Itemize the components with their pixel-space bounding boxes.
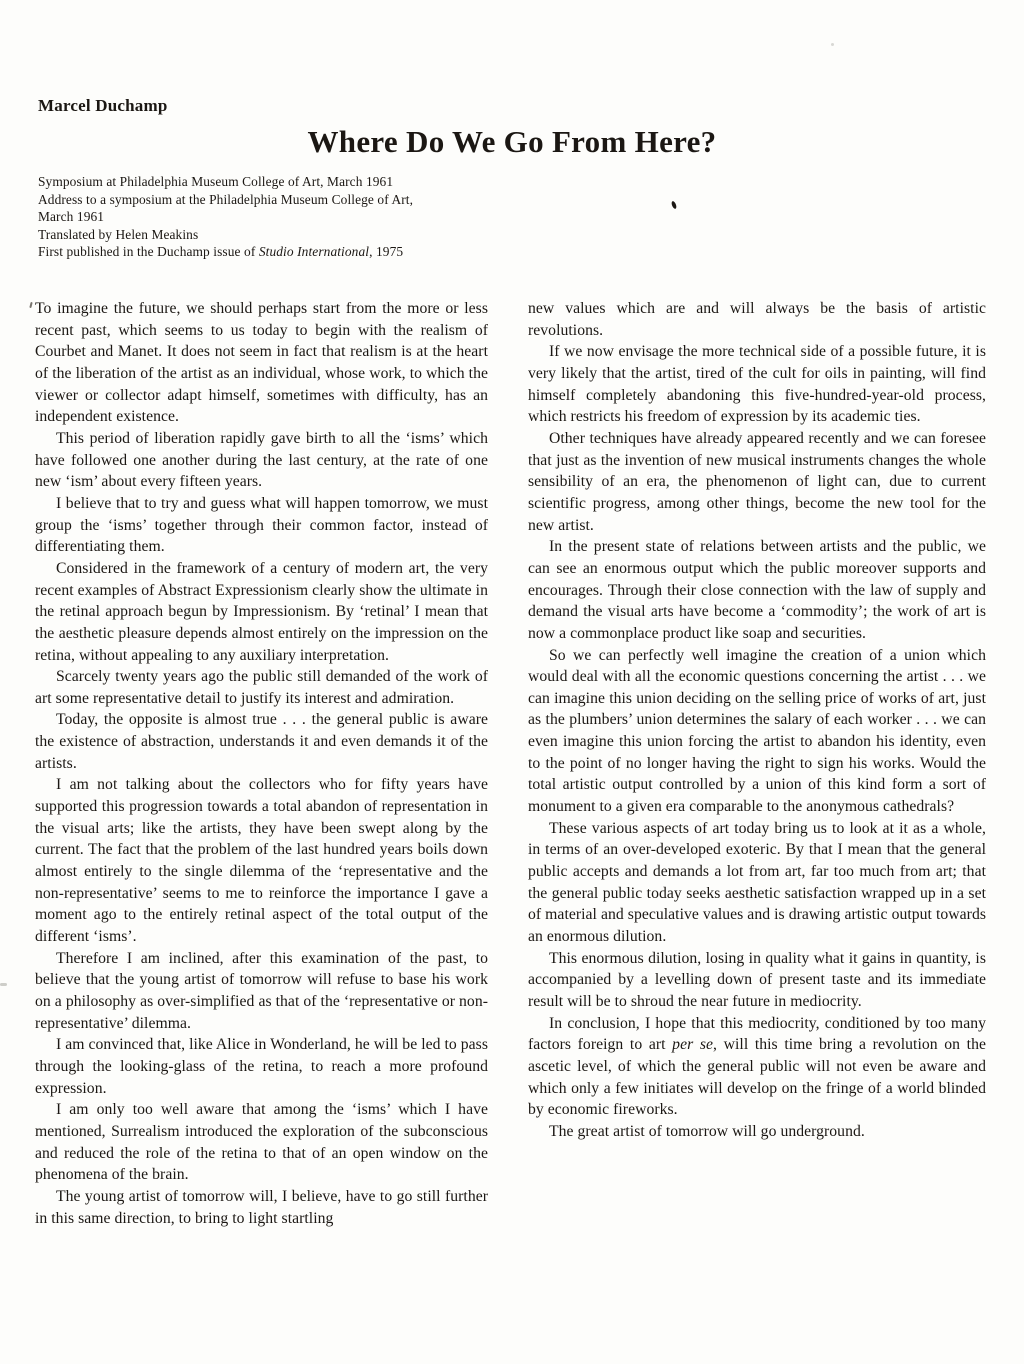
- paragraph: [528, 298, 986, 341]
- text-segment: , 1975: [369, 244, 404, 260]
- text-segment: I am not talking about the collectors who for fifty years have supported this progression towards a total abandon of representation in the visual arts; like the artists, they have been swept along by the current. The fact that the problem of the last hundred years boils down almost entirely to the single dilemma of the ‘representative and the non-representative’ seems to me to reinforce the importance I gave a moment ago to the entirely retinal aspect of the total output of the different ‘isms’.: [35, 776, 488, 946]
- scan-artifact-mark: [29, 302, 32, 308]
- paragraph: [35, 298, 488, 428]
- paragraph: [35, 428, 488, 493]
- text-segment: This enormous dilution, losing in quality what it gains in quantity, is accompanied by a levelling down of present taste and its immediate result will be to shroud the near future in mediocrity.: [528, 949, 986, 1010]
- author-name: Marcel Duchamp: [38, 96, 168, 115]
- paragraph: [35, 1186, 488, 1229]
- text-segment: So we can perfectly well imagine the creation of a union which would deal with all the economic questions concerning the artist . . . we can imagine this union deciding on the selling price of works of art, just as the plumbers’ union determines the salary of each worker . . . we can even imagine this union forcing the artist to abandon his identity, even to the point of no longer having the right to sign his works. Would the total artistic output controlled by a union of this kind form a sort of monument to a given era comparable to the anonymous cathedrals?: [528, 646, 986, 816]
- publication-info-line: [38, 226, 413, 244]
- scan-dot: [831, 43, 834, 46]
- italic-text: Studio International: [258, 244, 370, 260]
- paragraph: [528, 536, 986, 644]
- text-segment: If we now envisage the more technical side of a possible future, it is very likely that the artist, tired of the cult for oils in painting, will find himself completely abandoning this five-hundred-year-old process, which restricts his freedom of expression by its academic ties.: [528, 343, 986, 426]
- page-title: Where Do We Go From Here?: [307, 124, 717, 159]
- paragraph: [528, 1013, 986, 1121]
- publication-info-line: [38, 243, 413, 261]
- text-segment: Translated by Helen Meakins: [38, 226, 199, 242]
- text-segment: In the present state of relations between artists and the public, we can see an enormous output which the public moreover supports and encourages. Through their close connection with the law of supply and demand the visual arts have become a ‘commodity’; the work of art is now a commonplace product like soap and securities.: [528, 538, 986, 642]
- paragraph: [528, 645, 986, 818]
- paragraph: [35, 709, 488, 774]
- paragraph: [35, 558, 488, 666]
- text-segment: March 1961: [38, 209, 105, 225]
- publication-info: [38, 173, 413, 261]
- paragraph: [528, 818, 986, 948]
- text-segment: Scarcely twenty years ago the public still demanded of the work of art some representative detail to justify its interest and admiration.: [35, 668, 488, 707]
- text-segment: Today, the opposite is almost true . . . the general public is aware the existence of abstraction, understands it and even demands it of the artists.: [35, 711, 488, 772]
- text-segment: I am convinced that, like Alice in Wonderland, he will be led to pass through the looking-glass of the retina, to reach a more profound expression.: [35, 1036, 488, 1097]
- text-segment: These various aspects of art today bring us to look at it as a whole, in terms of an over-developed exoteric. By that I mean that the general public accepts and demands a lot from art, far too much from art; that the general public today seeks aesthetic satisfaction wrapped up in a set of material and speculative values and is drawing artistic output towards an enormous dilution.: [528, 819, 986, 946]
- text-segment: In conclusion, I hope that this mediocrity, conditioned by too many factors foreign to art: [528, 1014, 986, 1054]
- text-segment: Address to a symposium at the Philadelphia Museum College of Art,: [38, 191, 414, 207]
- text-segment: , will this time bring a revolution on the ascetic level, of which the general public will not even be aware and which only a few initiates will develop on the fringe of a world blinded by economic fireworks.: [528, 1036, 986, 1119]
- text-segment: new values which are and will always be the basis of artistic revolutions.: [528, 300, 986, 339]
- right-column: [528, 298, 986, 1143]
- text-segment: To imagine the future, we should perhaps start from the more or less recent past, which seems to us today to begin with the realism of Courbet and Manet. It does not seem in fact that realism is at the heart of the liberation of the artist as an individual, whose work, to which the viewer or collector adapt himself, sometimes with difficulty, has an independent existence.: [35, 300, 488, 426]
- italic-text: per se: [672, 1036, 714, 1054]
- text-segment: Other techniques have already appeared recently and we can foresee that just as the invention of new musical instruments changes the whole sensibility of an era, the phenomenon of light can, due to current scientific progress, among other things, become the new tool for the new artist.: [528, 429, 986, 534]
- publication-info-line: [38, 191, 413, 209]
- paragraph: [528, 428, 986, 536]
- text-segment: This period of liberation rapidly gave birth to all the ‘isms’ which have followed one another during the last century, at the rate of one new ‘ism’ about every fifteen years.: [35, 429, 488, 491]
- publication-info-line: [38, 208, 413, 226]
- publication-info-line: [38, 173, 413, 191]
- paragraph: [35, 774, 488, 947]
- text-segment: The young artist of tomorrow will, I believe, have to go still further in this same direction, to bring to light startling: [35, 1187, 488, 1227]
- text-segment: Symposium at Philadelphia Museum College of Art, March 1961: [38, 174, 394, 189]
- paragraph: [35, 1034, 488, 1099]
- paragraph: [528, 341, 986, 428]
- paragraph: [35, 1099, 488, 1186]
- paragraph: [35, 666, 488, 709]
- text-segment: The great artist of tomorrow will go underground.: [549, 1122, 865, 1140]
- left-column: [35, 298, 488, 1229]
- margin-scan-mark: [0, 983, 7, 986]
- paragraph: [35, 493, 488, 558]
- paragraph: [528, 1121, 986, 1143]
- ink-speck: [670, 201, 677, 210]
- text-segment: Therefore I am inclined, after this examination of the past, to believe that the young artist of tomorrow will refuse to base his work on a philosophy as over-simplified as that of the ‘representative or non-representative’ dilemma.: [35, 949, 488, 1032]
- text-segment: First published in the Duchamp issue of: [38, 244, 259, 260]
- text-segment: I believe that to try and guess what will happen tomorrow, we must group the ‘isms’ together through their common factor, instead of differentiating them.: [35, 494, 488, 556]
- text-segment: Considered in the framework of a century of modern art, the very recent examples of Abstract Expressionism clearly show the ultimate in the retinal approach begun by Impressionism. By ‘retinal’ I mean that the aesthetic pleasure depends almost entirely on the impression on the retina, without appealing to any auxiliary interpretation.: [35, 559, 488, 664]
- text-segment: I am only too well aware that among the ‘isms’ which I have mentioned, Surrealism introduced the exploration of the subconscious and reduced the role of the retina to that of an open window on the phenomena of the brain.: [35, 1101, 488, 1184]
- paragraph: [35, 948, 488, 1035]
- paragraph: [528, 948, 986, 1013]
